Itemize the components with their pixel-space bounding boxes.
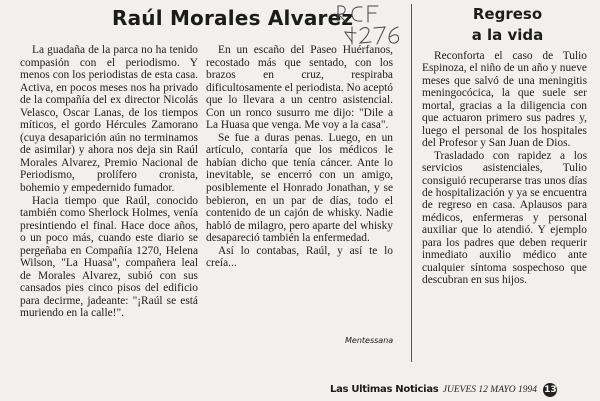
article-title: Raúl Morales Alvarez xyxy=(112,6,354,30)
sidebar-column xyxy=(422,50,587,287)
issue-date: JUEVES 12 MAYO 1994 xyxy=(442,385,537,396)
paragraph: Se fue a duras penas. Luego, en un artículo, contaría que los médicos le habían dicho que tenía cáncer. Ante lo inevitable, se encerró con un amigo, posiblemente el Honrado Jonathan, y se bebieron, en un par de días, todo el contenido de un cajón de whisky. Nadie habló de milagro, pero aparte del whisky desapareció también la enfermedad. xyxy=(206,131,393,245)
sidebar-title xyxy=(430,4,585,46)
paragraph: Trasladado con rapidez a los servicios asistenciales, Tulio consiguió recuperarse tras unos días de hospitalización y ya se encuentra de regreso en casa. Aplausos para médicos, enfermeras y personal auxiliar que lo atendió. Y ejemplo para los padres que deben requerir inmediato auxilio médico ante cualquier síntoma sospechoso que descubran en sus hijos. xyxy=(422,149,587,287)
paragraph: La guadaña de la parca no ha tenido compasión con el periodismo. Y menos con los periodistas de esta casa. Activa, en pocos meses nos ha privado de la compañía del ex director Nicolás Velasco, Oscar Lanas, de los tiempos míticos, el gordo Hércules Zamorano (cuya desaparición aún no terminamos de asimilar) y ahora nos deja sin Raúl Morales Alvarez, Premio Nacional de Periodismo, prolífero cronista, bohemio y empedernido fumador. xyxy=(20,44,198,195)
column-divider xyxy=(411,4,412,362)
sidebar-title-line-1: Regreso xyxy=(472,5,543,23)
handwritten-archive-note xyxy=(332,2,410,46)
page-number: 13 xyxy=(544,385,557,395)
author-signature: Mentessana xyxy=(345,336,394,345)
newspaper-name: Las Ultimas Noticias xyxy=(330,384,439,396)
paragraph: Así lo contabas, Raúl, y así te lo creía... xyxy=(206,244,393,270)
paragraph: Reconforta el caso de Tulio Espinoza, el niño de un año y nueve meses que salvó de una meningitis meningocócica, la que suele ser mortal, gracias a la diligencia con que actuaron primero sus padres y, luego el personal de los hospitales del Profesor y San Juan de Dios. xyxy=(422,50,587,150)
article-column-1 xyxy=(20,44,198,320)
page-footer xyxy=(330,383,557,397)
paragraph: Hacia tiempo que Raúl, conocido también como Sherlock Holmes, venía presintiendo el final. Hace doce años, o un poco más, cuando este diario se pergeñaba en Compañía 1270, Helena Wilson, "La Huasa", compañera leal de Morales Alvarez, subió con sus cansados pies cinco pisos del edificio para decirme, jadeante: "¡Raúl se está muriendo en la calle!". xyxy=(20,194,198,320)
sidebar-title-line-2: a la vida xyxy=(471,26,544,44)
article-column-2 xyxy=(206,44,393,270)
paragraph: En un escaño del Paseo Huérfanos, recostado más que sentado, con los brazos en cruz, respiraba dificultosamente el periodista. No aceptó que lo llevara a un centro asistencial. Con un ronco susurro me dijo: "Dile a La Huasa que venga. Me voy a la casa". xyxy=(206,44,393,132)
